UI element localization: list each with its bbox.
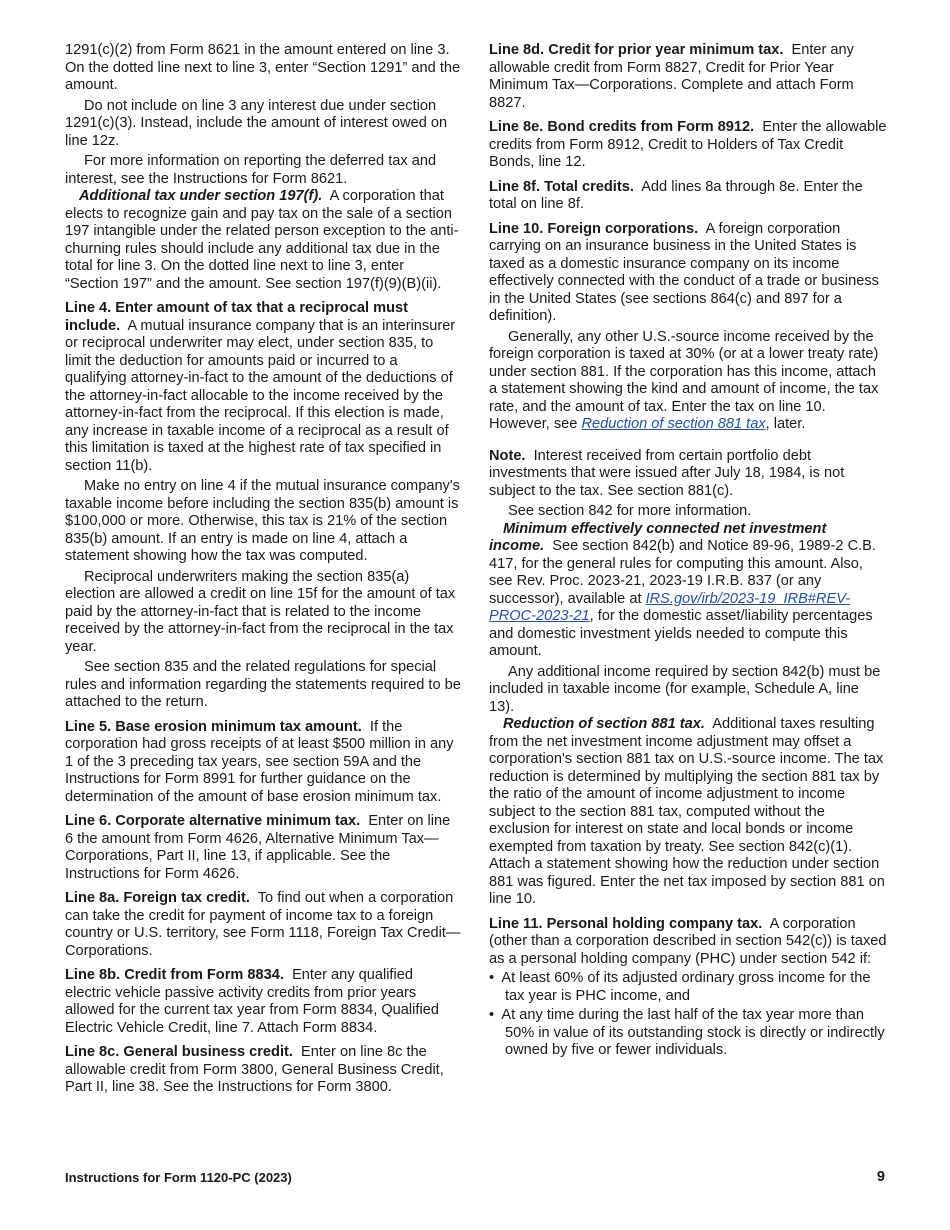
line-8c-section: Line 8c. General business credit. Enter on line 8c the allowable credit from Form 3800, General Business Credit, Part II, line 38. See the Instructions for Form 3800. bbox=[65, 1044, 444, 1095]
line-11-section: Line 11. Personal holding company tax. A corporation (other than a corporation described in section 542(c)) is taxed as a personal holding company (PHC) under section 542 if: bbox=[489, 915, 887, 967]
footer-title: Instructions for Form 1120-PC (2023) bbox=[65, 1170, 292, 1185]
paragraph: For more information on reporting the deferred tax and interest, see the Instructions for Form 8621. bbox=[65, 153, 437, 187]
line-8f-section: Line 8f. Total credits. Add lines 8a through 8e. Enter the total on line 8f. bbox=[489, 178, 863, 212]
run-in-heading: Additional tax under section 197(f). bbox=[79, 188, 323, 204]
section-heading: Line 8a. Foreign tax credit. bbox=[65, 890, 250, 906]
section-heading: Line 8c. General business credit. bbox=[65, 1044, 293, 1060]
paragraph: Reciprocal underwriters making the section 835(a) election are allowed a credit on line 15f for the amount of tax paid by the attorney-in-fact that is related to the income received by the attorney-in-fact from the reciprocal in the tax year. bbox=[65, 568, 456, 655]
bullet-icon: • bbox=[489, 970, 495, 986]
reduction-881-section: Reduction of section 881 tax. Additional taxes resulting from the net investment income adjustment may offset a corporation's section 881 tax on U.S.-source income. The tax reduction is determined by multiplying the section 881 tax by the ratio of the amount of income adjustment to income subject to the section 881 tax, computed without the exclusion for interest on state and local bonds or income exempted from taxation by treaty. See section 842(c)(1). Attach a statement showing how the reduction under section 881 was figured. Enter the net tax imposed by section 881 on line 10. bbox=[489, 716, 885, 907]
section-heading: Line 8b. Credit from Form 8834. bbox=[65, 967, 284, 983]
paragraph: Do not include on line 3 any interest due under section 1291(c)(3). Instead, include the amount of interest owed on line 12z. bbox=[65, 97, 448, 149]
left-column bbox=[65, 42, 461, 1097]
line-8d-section: Line 8d. Credit for prior year minimum tax. Enter any allowable credit from Form 8827, Credit for Prior Year Minimum Tax—Corporations. Complete and attach Form 8827. bbox=[489, 42, 854, 111]
line-8a-section: Line 8a. Foreign tax credit. To find out when a corporation can take the credit for payment of income tax to a foreign country or U.S. territory, see Form 1118, Foreign Tax Credit—Corporations. bbox=[65, 890, 461, 959]
paragraph: Make no entry on line 4 if the mutual insurance company's taxable income before including the section 835(b) amount is $100,000 or more. Otherwise, this tax is 21% of the section 835(b) amount. If an entry is made on line 4, attach a statement showing how the tax was computed. bbox=[65, 478, 460, 564]
run-in-heading: Reduction of section 881 tax. bbox=[503, 716, 705, 732]
line-6-section: Line 6. Corporate alternative minimum tax. Enter on line 6 the amount from Form 4626, Alternative Minimum Tax—Corporations, Part II, line 13, if applicable. See the Instructions for Form 4626. bbox=[65, 813, 451, 882]
page-number: 9 bbox=[876, 1169, 885, 1185]
paragraph: 1291(c)(2) from Form 8621 in the amount entered on line 3. On the dotted line next to line 3, enter “Section 1291” and the amount. bbox=[65, 42, 461, 93]
list-item: • At any time during the last half of the tax year more than 50% in value of its outstanding stock is directly or indirectly owned by five or fewer individuals. bbox=[489, 1007, 885, 1058]
reduction-881-link[interactable]: Reduction of section 881 tax bbox=[581, 416, 766, 432]
note-label: Note. bbox=[489, 447, 526, 464]
note: Note. Interest received from certain portfolio debt investments that were issued after July 18, 1984, is not subject to the tax. See section 881(c). bbox=[489, 447, 845, 499]
section-heading: Line 10. Foreign corporations. bbox=[489, 220, 699, 237]
section-heading: Line 11. Personal holding company tax. bbox=[489, 915, 763, 932]
paragraph: Any additional income required by section 842(b) must be included in taxable income (for example, Schedule A, line 13). bbox=[489, 663, 881, 715]
paragraph: See section 842 for more information. bbox=[508, 503, 752, 519]
paragraph-section-197f: Additional tax under section 197(f). A corporation that elects to recognize gain and pay tax on the sale of a section 197 intangible under the related person exception to the anti-churning rules should include any additional tax due in the total for line 3. On the dotted line next to line 3, enter “Section 197” and the amount. See section 197(f)(9)(B)(ii). bbox=[65, 188, 459, 292]
bullet-icon: • bbox=[489, 1007, 495, 1023]
section-heading: Line 8d. Credit for prior year minimum tax. bbox=[489, 42, 784, 58]
list-item: • At least 60% of its adjusted ordinary gross income for the tax year is PHC income, and bbox=[489, 970, 871, 1004]
line-10-section: Line 10. Foreign corporations. A foreign corporation carrying on an insurance business in the United States is taxed as a domestic insurance company on its income effectively connected with the conduct of a trade or business in the United States (see sections 864(c) and 897 for a definition). bbox=[489, 220, 879, 324]
paragraph: Generally, any other U.S.-source income received by the foreign corporation is taxed at 30% (or at a lower treaty rate) under section 881. If the corporation has this income, attach a statement showing the kind and amount of income, the tax rate, and the amount of tax. Enter the tax on line 10. However, see Reduction of section 881 tax, later. bbox=[489, 328, 879, 432]
section-heading: Line 6. Corporate alternative minimum tax. bbox=[65, 813, 361, 829]
paragraph: See section 835 and the related regulations for special rules and information regarding the statements required to be attached to the return. bbox=[65, 659, 461, 710]
line-8e-section: Line 8e. Bond credits from Form 8912. Enter the allowable credits from Form 8912, Credit to Holders of Tax Credit Bonds, line 12. bbox=[489, 119, 887, 170]
right-column bbox=[489, 42, 887, 1060]
line-5-section: Line 5. Base erosion minimum tax amount. If the corporation had gross receipts of at least $500 million in any 1 of the 3 preceding tax years, see section 59A and the Instructions for Form 8991 for further guidance on the determination of the amount of base erosion minimum tax. bbox=[65, 718, 454, 805]
section-heading: Line 8f. Total credits. bbox=[489, 178, 634, 195]
run-in-heading: Minimum effectively connected net investment income. bbox=[489, 520, 827, 554]
line-8b-section: Line 8b. Credit from Form 8834. Enter any qualified electric vehicle passive activity credits from prior years allowed for the current tax year from Form 8834, Qualified Electric Vehicle Credit, line 7. Attach Form 8834. bbox=[65, 967, 439, 1036]
minimum-ecni-section: Minimum effectively connected net investment income. See section 842(b) and Notice 89-96, 1989-2 C.B. 417, for the general rules for computing this amount. Also, see Rev. Proc. 2023-21, 2023-19 I.R.B. 837 (or any successor), available at IRS.gov/irb/2023-19_IRB#REV-PROC-2023-21, for the domestic asset/liability percentages and domestic investment yields needed to compute this amount. bbox=[489, 520, 876, 659]
section-heading: Line 5. Base erosion minimum tax amount. bbox=[65, 718, 362, 735]
section-heading: Line 4. Enter amount of tax that a reciprocal must include. bbox=[65, 300, 409, 334]
section-heading: Line 8e. Bond credits from Form 8912. bbox=[489, 119, 755, 135]
irs-irb-link[interactable]: IRS.gov/irb/2023-19_IRB#REV-PROC-2023-21 bbox=[489, 590, 851, 624]
line-4-section: Line 4. Enter amount of tax that a reciprocal must include. A mutual insurance company that is an interinsurer or reciprocal underwriter may elect, under section 835, to limit the deduction for amounts paid or incurred to a qualifying attorney-in-fact to the amount of the deductions of the attorney-in-fact allocable to the income received by the attorney-in-fact from the reciprocal. If this election is made, any increase in taxable income of a reciprocal as a result of this limitation is taxed at the highest rate of tax specified in section 11(b). bbox=[65, 300, 456, 474]
